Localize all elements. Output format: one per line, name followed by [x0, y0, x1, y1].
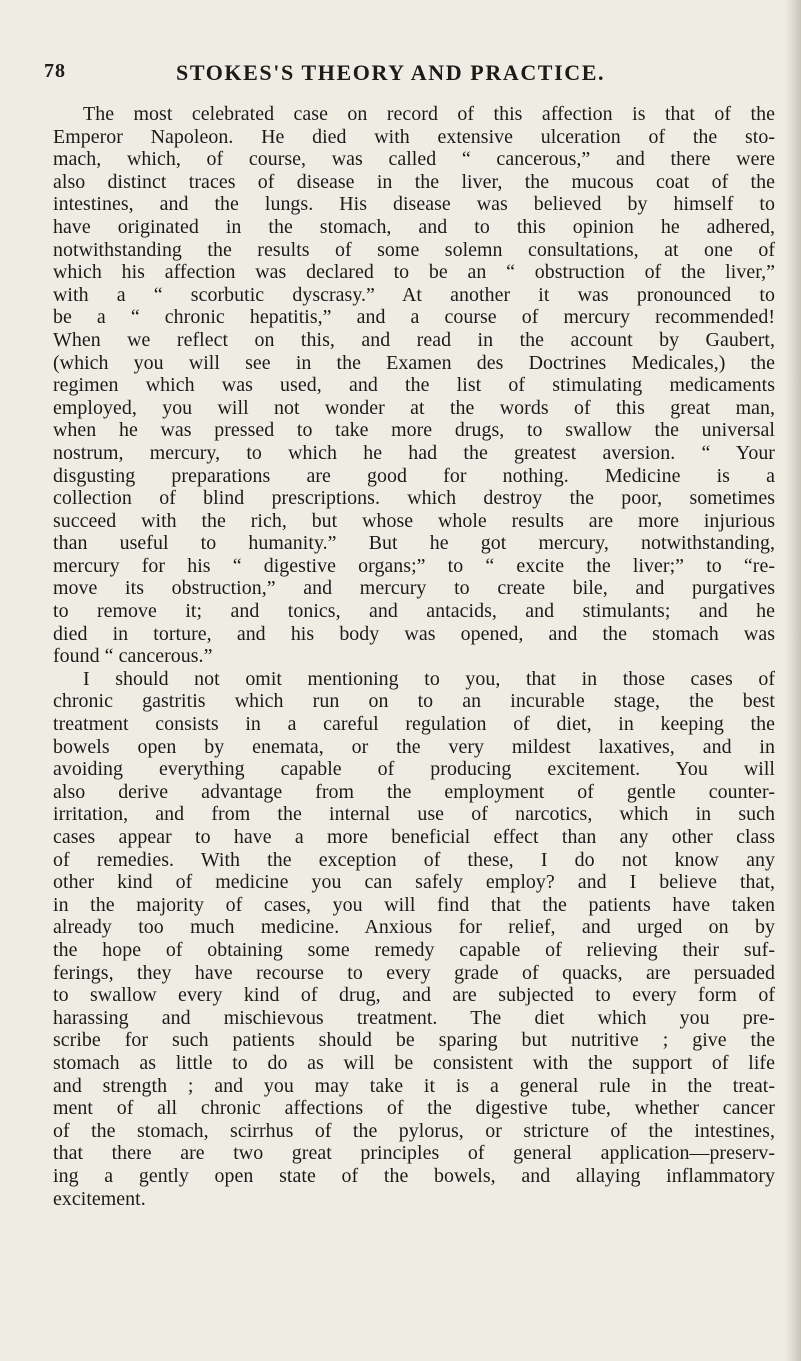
text-line: ferings, they have recourse to every grade of quacks, are persuaded [53, 961, 775, 984]
text-line: also derive advantage from the employment of gentle counter- [53, 780, 775, 803]
text-line: scribe for such patients should be sparing but nutritive ; give the [53, 1029, 775, 1052]
text-line: found “ cancerous.” [53, 645, 213, 668]
text-line: I should not omit mentioning to you, that in those cases of [83, 667, 775, 690]
text-line: cases appear to have a more beneficial effect than any other class [53, 826, 775, 848]
text-line: already too much medicine. Anxious for relief, and urged on by [53, 916, 775, 939]
text-line: regimen which was used, and the list of stimulating medicaments [53, 374, 775, 397]
text-line: When we reflect on this, and read in the account by Gaubert, [53, 328, 775, 351]
text-line: chronic gastritis which run on to an incurable stage, the best [53, 690, 775, 713]
text-line: have originated in the stomach, and to this opinion he adhered, [53, 215, 775, 238]
text-line: which his affection was declared to be an “ obstruction of the liver,” [53, 261, 775, 284]
text-line: move its obstruction,” and mercury to create bile, and purgatives [53, 577, 775, 600]
text-line: intestines, and the lungs. His disease was believed by himself to [53, 193, 775, 216]
text-line: stomach as little to do as will be consistent with the support of life [53, 1051, 775, 1074]
text-line: treatment consists in a careful regulation of diet, in keeping the [53, 713, 775, 736]
text-line: in the majority of cases, you will find that the patients have taken [53, 893, 775, 916]
text-line: of the stomach, scirrhus of the pylorus, or stricture of the intestines, [53, 1119, 775, 1142]
text-line: disgusting preparations are good for nothing. Medicine is a [53, 464, 775, 487]
text-line: ment of all chronic affections of the digestive tube, whether cancer [53, 1097, 775, 1120]
text-line: employed, you will not wonder at the words of this great man, [53, 396, 775, 419]
text-line: died in torture, and his body was opened, and the stomach was [53, 622, 775, 645]
text-line: avoiding everything capable of producing excitement. You will [53, 758, 775, 781]
running-head [44, 50, 744, 90]
text-line: and strength ; and you may take it is a general rule in the treat- [53, 1074, 775, 1097]
text-line: the hope of obtaining some remedy capable of relieving their suf- [53, 938, 775, 961]
text-line: other kind of medicine you can safely employ? and I believe that, [53, 871, 775, 894]
text-line: of remedies. With the exception of these, I do not know any [53, 848, 775, 871]
text-line: that there are two great principles of general application—preserv- [53, 1142, 775, 1165]
text-line: mercury for his “ digestive organs;” to “ excite the liver;” to “re- [53, 554, 775, 577]
text-line: to swallow every kind of drug, and are subjected to every form of [53, 984, 775, 1007]
text-line: excitement. [53, 1187, 146, 1210]
body-text [53, 103, 775, 1210]
text-line: be a “ chronic hepatitis,” and a course of mercury recommended! [53, 306, 775, 329]
text-line: notwithstanding the results of some solemn consultations, at one of [53, 238, 775, 261]
text-line: mach, which, of course, was called “ cancerous,” and there were [53, 148, 775, 171]
page-edge-shadow [785, 0, 801, 1361]
text-line: succeed with the rich, but whose whole results are more injurious [53, 509, 775, 532]
text-line: Emperor Napoleon. He died with extensive ulceration of the sto- [53, 125, 775, 148]
page-number: 78 [44, 60, 66, 82]
running-title: STOKES'S THEORY AND PRACTICE. [176, 60, 606, 85]
text-line: ing a gently open state of the bowels, and allaying inflammatory [53, 1164, 775, 1187]
text-line: The most celebrated case on record of this affection is that of the [83, 103, 775, 125]
text-line: irritation, and from the internal use of narcotics, which in such [53, 803, 775, 826]
text-line: when he was pressed to take more drugs, to swallow the universal [53, 419, 775, 442]
text-line: (which you will see in the Examen des Doctrines Medicales,) the [53, 351, 775, 374]
text-line: harassing and mischievous treatment. The diet which you pre- [53, 1006, 775, 1029]
text-line: than useful to humanity.” But he got mercury, notwithstanding, [53, 532, 775, 555]
text-line: with a “ scorbutic dyscrasy.” At another it was pronounced to [53, 283, 775, 306]
text-line: bowels open by enemata, or the very mildest laxatives, and in [53, 735, 775, 758]
text-line: nostrum, mercury, to which he had the greatest aversion. “ Your [53, 441, 775, 464]
text-line: collection of blind prescriptions. which destroy the poor, sometimes [53, 487, 775, 510]
text-line: also distinct traces of disease in the liver, the mucous coat of the [53, 170, 775, 193]
text-line: to remove it; and tonics, and antacids, and stimulants; and he [53, 600, 775, 623]
